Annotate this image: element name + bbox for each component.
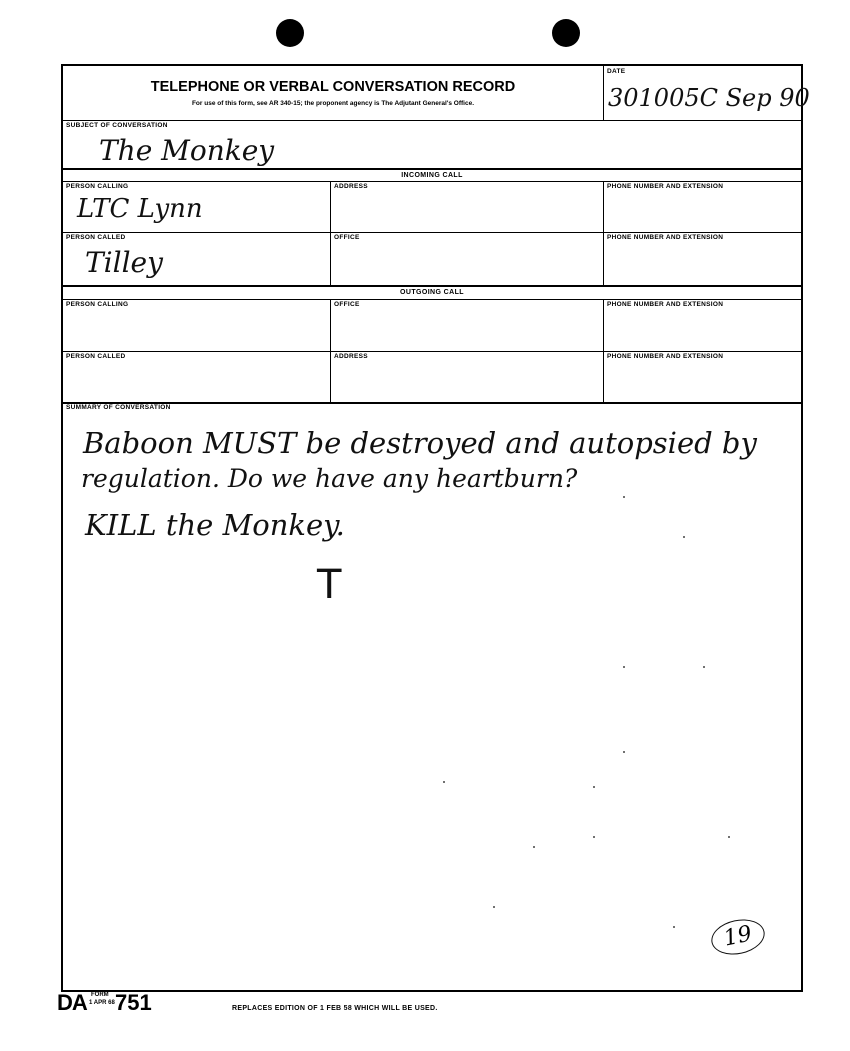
incoming-person-calling-label: PERSON CALLING xyxy=(66,183,129,190)
summary-label: SUMMARY OF CONVERSATION xyxy=(66,404,171,411)
footer-form-number: 751 xyxy=(115,990,152,1015)
footer-replaces-note: REPLACES EDITION OF 1 FEB 58 WHICH WILL BE USED. xyxy=(232,1005,438,1012)
outgoing-phone-2[interactable] xyxy=(604,351,803,402)
outgoing-person-calling-label: PERSON CALLING xyxy=(66,301,129,308)
outgoing-phone[interactable] xyxy=(604,299,803,351)
incoming-address-label: ADDRESS xyxy=(334,183,368,190)
subject-value: The Monkey xyxy=(99,134,275,167)
incoming-office-label: OFFICE xyxy=(334,234,360,241)
page-number: 19 xyxy=(721,921,755,952)
outgoing-office-label: OFFICE xyxy=(334,301,360,308)
incoming-person-calling-value: LTC Lynn xyxy=(77,194,203,224)
incoming-person-called-value: Tilley xyxy=(85,246,163,279)
outgoing-phone-label: PHONE NUMBER AND EXTENSION xyxy=(607,301,724,308)
subject-label: SUBJECT OF CONVERSATION xyxy=(66,122,168,129)
incoming-phone[interactable] xyxy=(604,181,803,232)
outgoing-address[interactable] xyxy=(331,351,603,402)
summary-line-2: regulation. Do we have any heartburn? xyxy=(81,464,578,493)
outgoing-office[interactable] xyxy=(331,299,603,351)
date-value: 301005C Sep 90 xyxy=(608,84,810,112)
incoming-address[interactable] xyxy=(331,181,603,232)
date-label: DATE xyxy=(607,68,626,75)
punch-hole-right xyxy=(552,19,580,47)
summary-line-3: KILL the Monkey. xyxy=(85,508,345,542)
initial-mark: T xyxy=(317,562,342,608)
conversation-record-form xyxy=(61,64,810,992)
subject-field[interactable] xyxy=(63,120,801,168)
summary-line-1: Baboon MUST be destroyed and autopsied by xyxy=(83,426,757,460)
incoming-person-called[interactable] xyxy=(63,232,330,285)
footer-form-date: 1 APR 68 xyxy=(89,1000,115,1006)
footer-form-word: FORM xyxy=(91,992,109,998)
outgoing-call-heading: OUTGOING CALL xyxy=(400,289,464,296)
incoming-phone-2-label: PHONE NUMBER AND EXTENSION xyxy=(607,234,724,241)
footer-da: DA xyxy=(57,990,87,1015)
form-title: TELEPHONE OR VERBAL CONVERSATION RECORD xyxy=(150,79,516,95)
outgoing-person-calling[interactable] xyxy=(63,299,330,351)
outgoing-address-label: ADDRESS xyxy=(334,353,368,360)
incoming-person-called-label: PERSON CALLED xyxy=(66,234,126,241)
form-header xyxy=(63,66,603,120)
incoming-phone-2[interactable] xyxy=(604,232,803,285)
outgoing-phone-2-label: PHONE NUMBER AND EXTENSION xyxy=(607,353,724,360)
date-field[interactable] xyxy=(604,66,810,120)
incoming-phone-label: PHONE NUMBER AND EXTENSION xyxy=(607,183,724,190)
incoming-person-calling[interactable] xyxy=(63,181,330,232)
summary-field[interactable] xyxy=(63,402,801,990)
incoming-office[interactable] xyxy=(331,232,603,285)
outgoing-person-called-label: PERSON CALLED xyxy=(66,353,126,360)
incoming-call-heading: INCOMING CALL xyxy=(401,172,463,179)
punch-hole-left xyxy=(276,19,304,47)
outgoing-person-called[interactable] xyxy=(63,351,330,402)
page-number-circle xyxy=(708,915,768,959)
form-subtitle: For use of this form, see AR 340-15; the proponent agency is The Adjutant General's Office. xyxy=(191,100,475,107)
